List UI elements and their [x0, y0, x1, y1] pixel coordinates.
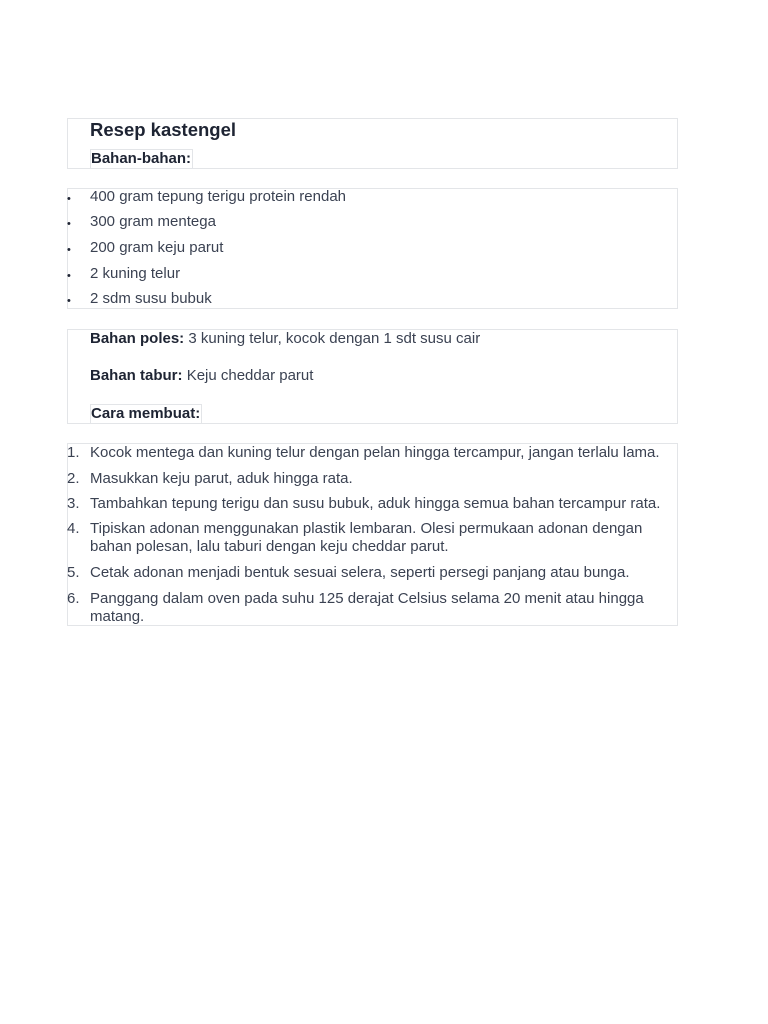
tabur-text: Keju cheddar parut — [186, 367, 314, 384]
step-number: 5. — [67, 564, 80, 581]
ingredient-item — [67, 265, 181, 282]
step-number: 4. — [67, 520, 80, 537]
bullet: • — [67, 244, 71, 256]
step-item — [67, 444, 670, 462]
step-item — [67, 495, 670, 513]
bullet: • — [67, 295, 71, 307]
ingredient-item — [67, 188, 347, 205]
tabur-line — [90, 367, 313, 384]
bullet: • — [67, 193, 71, 205]
step-item — [67, 520, 670, 555]
step-text: Panggang dalam oven pada suhu 125 derajat Celsius selama 20 menit atau hingga matang. — [90, 590, 644, 625]
step-item — [67, 564, 670, 582]
recipe-title: Resep kastengel — [90, 119, 237, 140]
poles-label: Bahan poles: — [90, 330, 185, 347]
ingredient-text: 2 sdm susu bubuk — [90, 290, 212, 307]
step-number: 6. — [67, 590, 80, 607]
ingredient-text: 400 gram tepung terigu protein rendah — [90, 188, 347, 205]
step-text: Cetak adonan menjadi bentuk sesuai selera, seperti persegi panjang atau bunga. — [90, 564, 630, 581]
ingredient-item — [67, 239, 224, 256]
bullet: • — [67, 218, 71, 230]
step-item — [67, 590, 670, 625]
step-text: Tipiskan adonan menggunakan plastik lembaran. Olesi permukaan adonan dengan bahan polesan, lalu taburi dengan keju cheddar parut. — [90, 520, 643, 555]
ingredient-text: 300 gram mentega — [90, 213, 216, 230]
bullet: • — [67, 270, 71, 282]
ingredient-text: 2 kuning telur — [90, 265, 181, 282]
step-item — [67, 470, 670, 488]
ingredients-heading-text: Bahan-bahan: — [91, 150, 192, 167]
poles-text: 3 kuning telur, kocok dengan 1 sdt susu cair — [188, 330, 481, 347]
tabur-label: Bahan tabur: — [90, 367, 183, 384]
step-text: Masukkan keju parut, aduk hingga rata. — [90, 470, 353, 487]
ingredient-item — [67, 290, 212, 307]
steps-heading-text: Cara membuat: — [91, 405, 201, 422]
ingredient-item — [67, 213, 216, 230]
step-number: 1. — [67, 444, 80, 461]
poles-line — [90, 330, 480, 347]
step-number: 2. — [67, 470, 80, 487]
ingredient-text: 200 gram keju parut — [90, 239, 224, 256]
steps-heading — [90, 405, 202, 422]
step-text: Tambahkan tepung terigu dan susu bubuk, aduk hingga semua bahan tercampur rata. — [90, 495, 661, 512]
step-number: 3. — [67, 495, 80, 512]
ingredients-heading — [90, 150, 193, 167]
step-text: Kocok mentega dan kuning telur dengan pelan hingga tercampur, jangan terlalu lama. — [90, 444, 660, 461]
